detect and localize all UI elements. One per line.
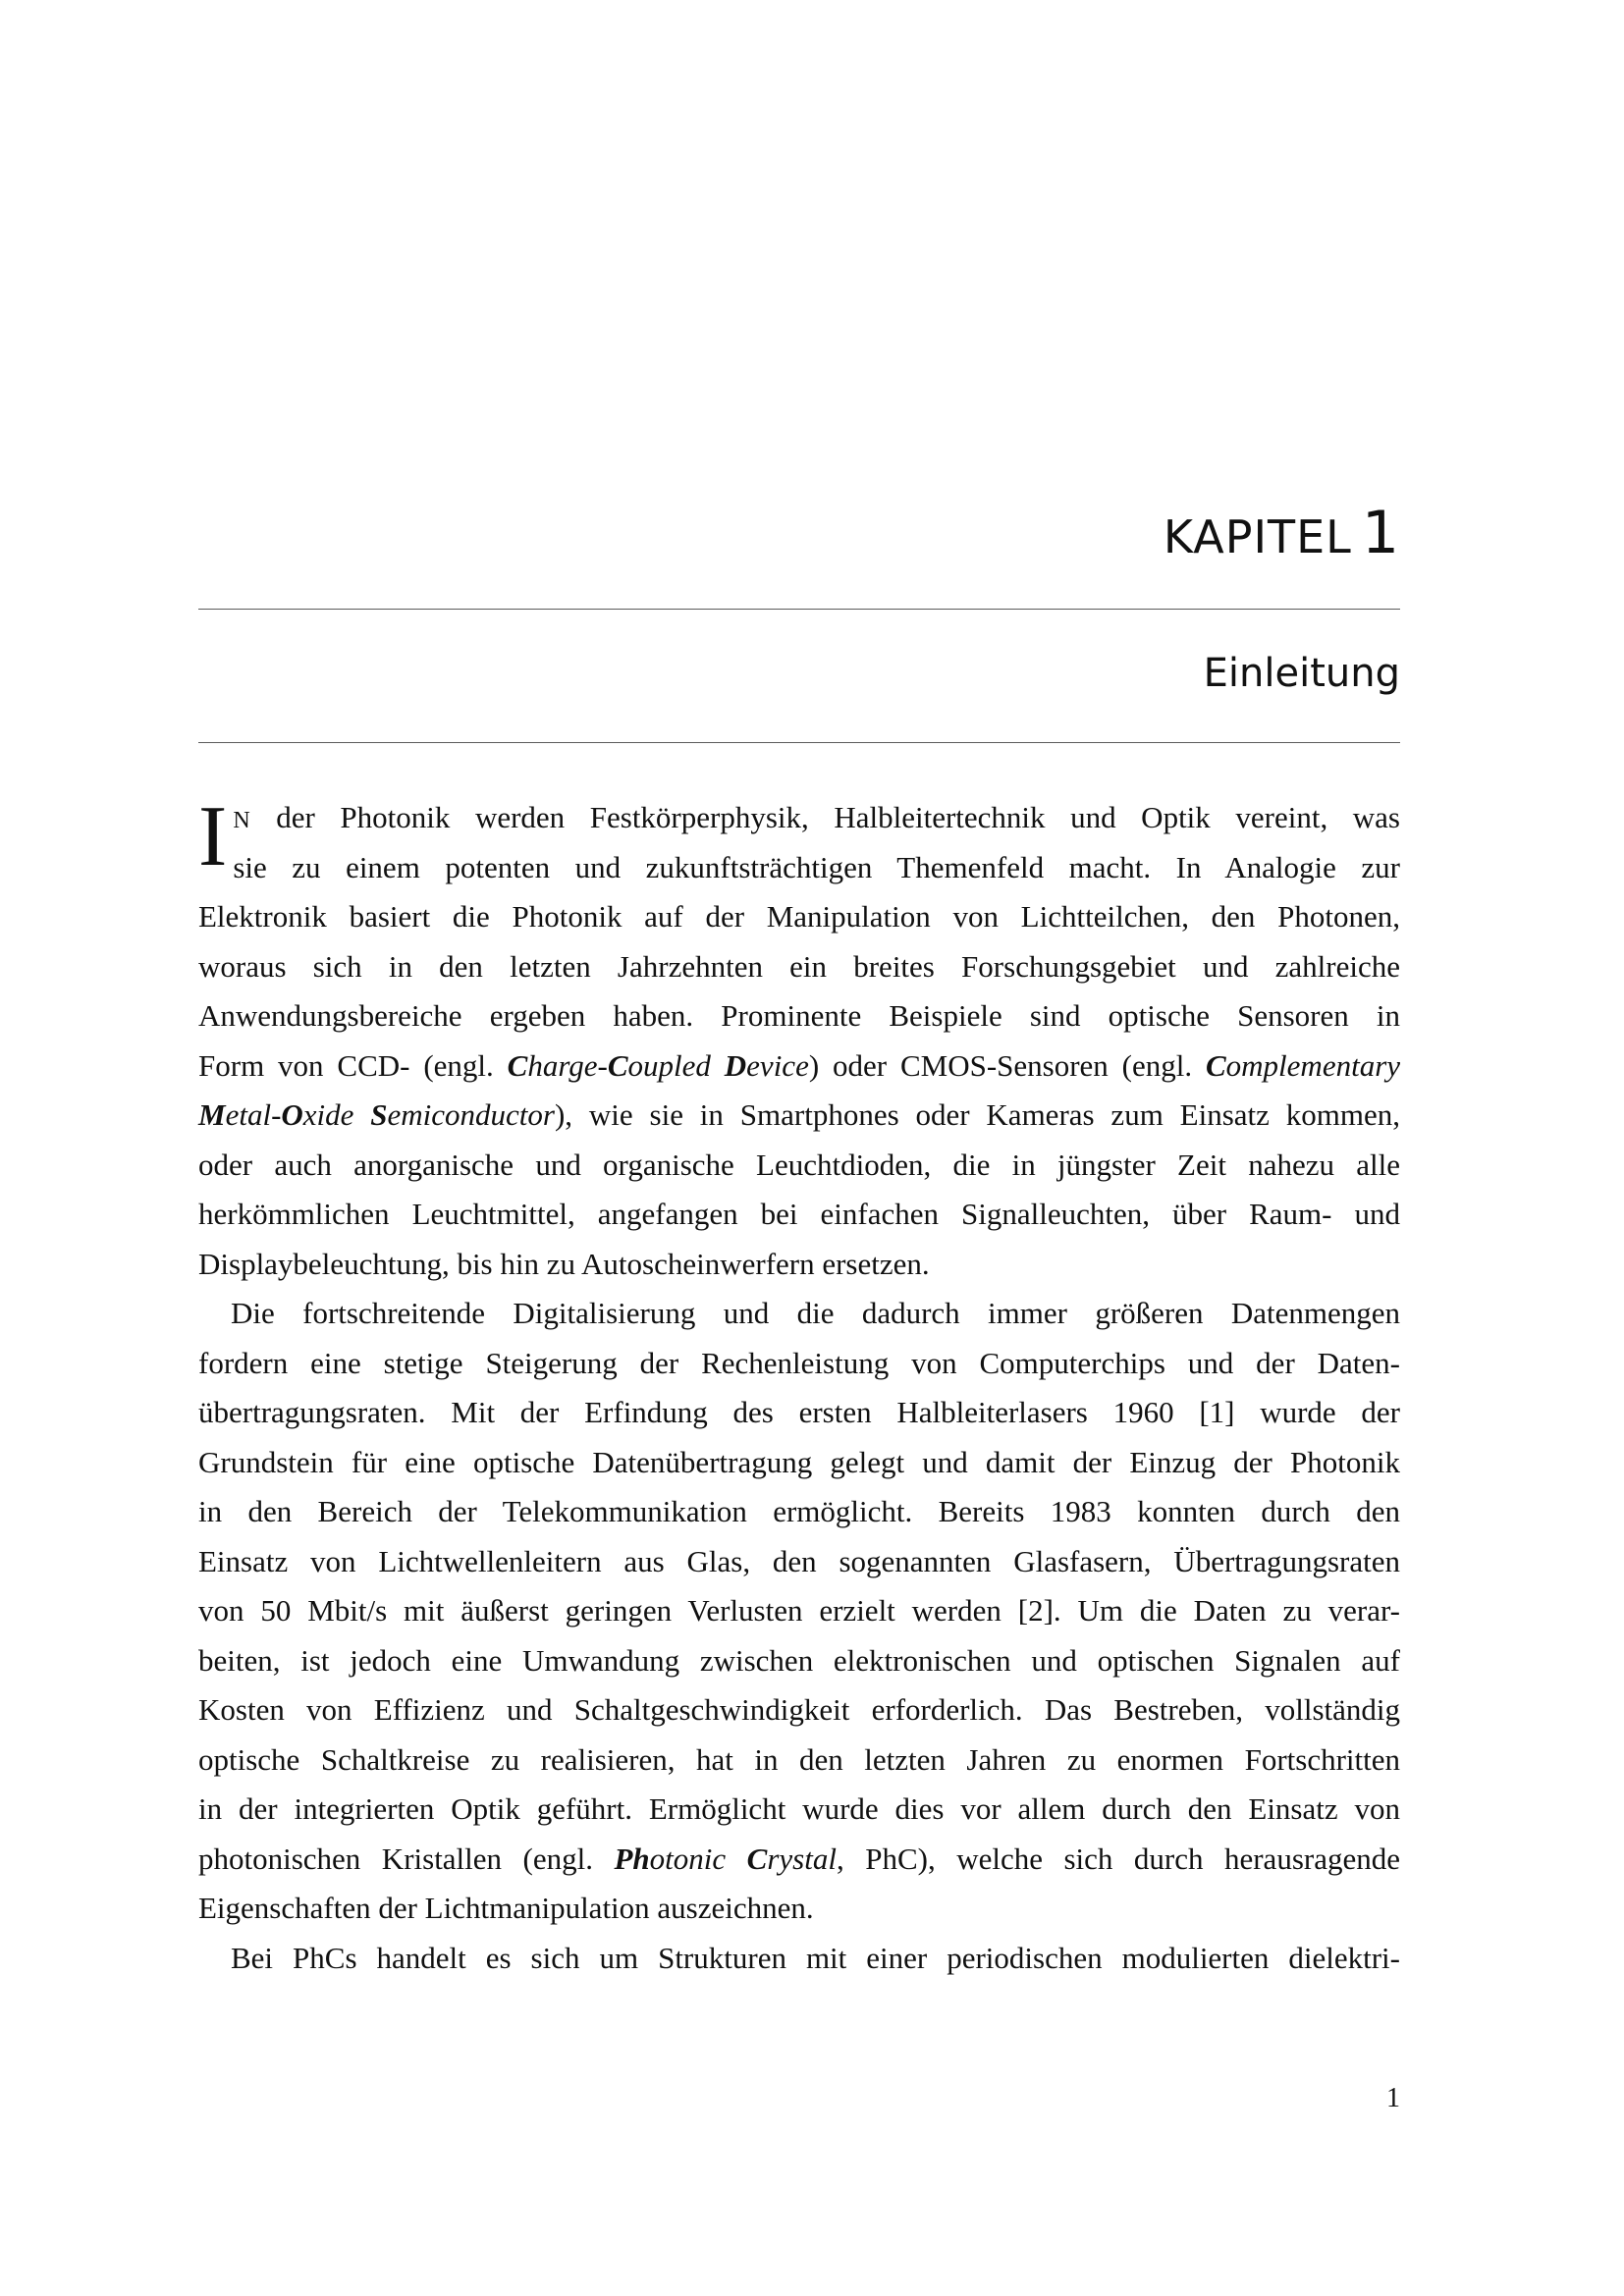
text-line: Die fortschreitende Digitalisierung und die dadurch immer größeren Datenmengen: [231, 1296, 1400, 1330]
text-line: Anwendungsbereiche ergeben haben. Prominente Beispiele sind optische Sensoren in: [198, 998, 1400, 1033]
text-line: beiten, ist jedoch eine Umwandung zwischen elektronischen und optischen Signalen auf: [198, 1642, 1400, 1678]
paragraph-3: [198, 1934, 1400, 1984]
text-line: Bei PhCs handelt es sich um Strukturen mit einer periodischen modulierten dielektri-: [231, 1940, 1400, 1975]
text-line: fordern eine stetige Steigerung der Rechenleistung von Computerchips und der Daten-: [198, 1345, 1400, 1380]
chapter-rule-bottom: [198, 742, 1400, 743]
text-line: herkömmlichen Leuchtmittel, angefangen bei einfachen Signalleuchten, über Raum- und: [198, 1197, 1400, 1231]
chapter-number: 1: [1361, 499, 1400, 567]
chapter-title: Einleitung: [1203, 651, 1400, 696]
chapter-label-text: KAPITEL: [1163, 510, 1352, 563]
text-line: Metal-Oxide Semiconductor), wie sie in Smartphones oder Kameras zum Einsatz kommen,: [198, 1097, 1400, 1132]
chapter-label: [1164, 499, 1400, 567]
paragraph-1: [198, 789, 1401, 1289]
text-line: oder auch anorganische und organische Leuchtdioden, die in jüngster Zeit nahezu alle: [198, 1147, 1400, 1182]
dropcap-letter: I: [198, 789, 228, 884]
body-text: [198, 789, 1401, 1983]
text-line: Elektronik basiert die Photonik auf der Manipulation von Lichtteilchen, den Photonen,: [198, 899, 1400, 934]
text-line: in den Bereich der Telekommunikation ermöglicht. Bereits 1983 konnten durch den: [198, 1494, 1400, 1528]
text-line: Kosten von Effizienz und Schaltgeschwindigkeit erforderlich. Das Bestreben, vollständig: [198, 1692, 1400, 1727]
page-number: 1: [1386, 2083, 1400, 2113]
text-line: Form von CCD- (engl. Charge-Coupled Device) oder CMOS-Sensoren (engl. Complementary: [198, 1047, 1401, 1083]
chapter-rule-top: [198, 609, 1400, 610]
text-line: optische Schaltkreise zu realisieren, hat in den letzten Jahren zu enormen Fortschritten: [198, 1741, 1400, 1777]
text-line: sie zu einem potenten und zukunftsträchtigen Themenfeld macht. In Analogie zur: [233, 849, 1400, 884]
text-line: photonischen Kristallen (engl. Photonic Crystal, PhC), welche sich durch herausragende: [198, 1841, 1400, 1876]
text-line: Einsatz von Lichtwellenleitern aus Glas, den sogenannten Glasfasern, Übertragungsraten: [198, 1543, 1400, 1578]
paragraph-2: [198, 1289, 1400, 1934]
text-line: übertragungsraten. Mit der Erfindung des ersten Halbleiterlasers 1960 [1] wurde der: [198, 1395, 1400, 1429]
text-line: woraus sich in den letzten Jahrzehnten ein breites Forschungsgebiet und zahlreiche: [198, 948, 1400, 984]
text-line: N der Photonik werden Festkörperphysik, Halbleitertechnik und Optik vereint, was: [233, 800, 1400, 834]
text-line: Eigenschaften der Lichtmanipulation auszeichnen.: [198, 1891, 814, 1925]
text-line: in der integrierten Optik geführt. Ermöglicht wurde dies vor allem durch den Einsatz von: [198, 1791, 1400, 1826]
text-line: Grundstein für eine optische Datenübertragung gelegt und damit der Einzug der Photonik: [198, 1444, 1400, 1479]
text-line: von 50 Mbit/s mit äußerst geringen Verlusten erzielt werden [2]. Um die Daten zu verar-: [198, 1593, 1400, 1628]
text-line: Displaybeleuchtung, bis hin zu Autoscheinwerfern ersetzen.: [198, 1246, 930, 1281]
